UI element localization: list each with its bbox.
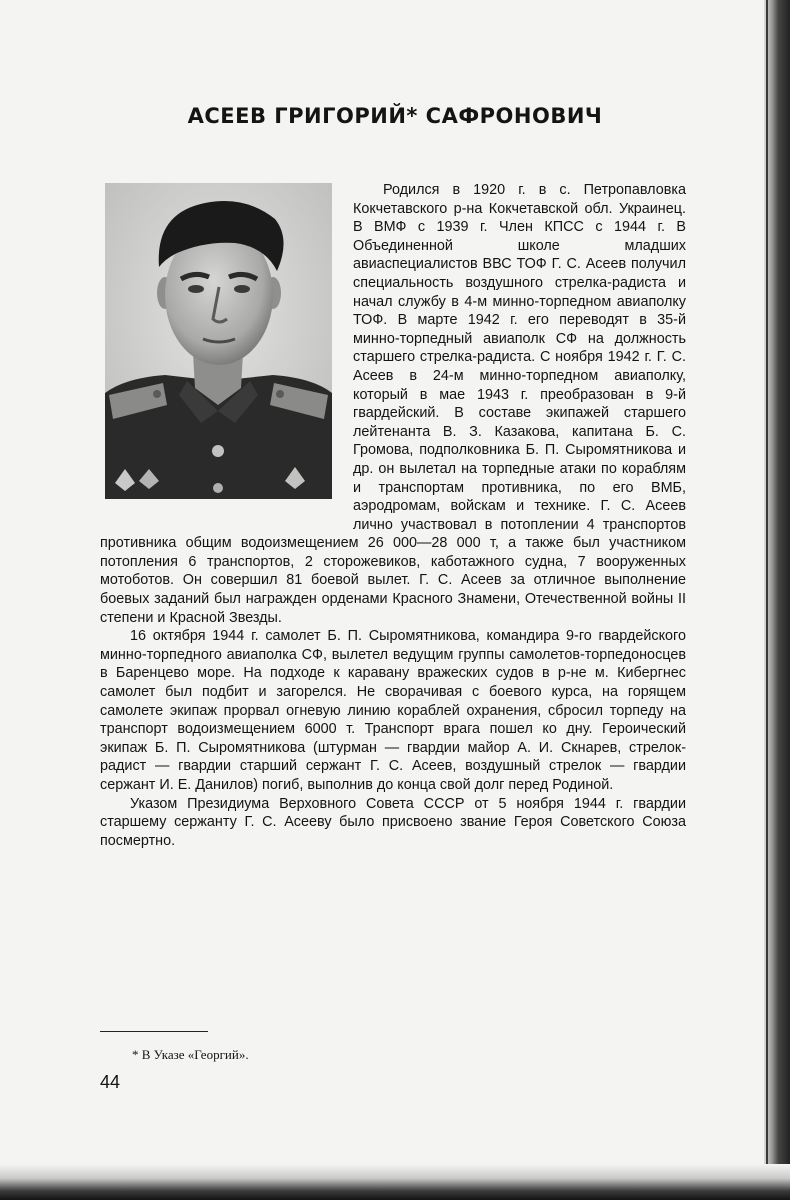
page-number: 44 (100, 1072, 121, 1092)
biography-paragraph-2: 16 октября 1944 г. самолет Б. П. Сыромятникова, командира 9-го гвардейского минно-торпедного авиаполка СФ, вылетел ведущим группы самолетов-торпедоносцев в Баренцево море. На подходе к каравану вражеских судов в р-не м. Кибергнес самолет был подбит и загорелся. Не сворачивая с боевого курса, на горящем самолете экипаж прорвал огневую линию кораблей охранения, сбросил торпеду на транспорт водоизмещением 6000 т. Транспорт врага пошел ко дну. Героический экипаж Б. П. Сыромятникова (штурман — гвардии майор А. И. Скнарев, стрелок-радист — гвардии старший сержант Г. С. Асеев, воздушный стрелок — гвардии сержант И. Е. Данилов) погиб, выполнив до конца свой долг перед Родиной. (100, 628, 686, 793)
biography-text (100, 181, 686, 850)
biography-paragraph-3: Указом Президиума Верховного Совета СССР от 5 ноября 1944 г. гвардии старшему сержанту Г. С. Асееву было присвоено звание Героя Советского Союза посмертно. (100, 795, 686, 849)
biography-paragraph-1: Родился в 1920 г. в с. Петропавловка Кокчетавского р-на Кокчетавской обл. Украинец. В ВМФ с 1939 г. Член КПСС с 1944 г. В Объединенной школе младших авиаспециалистов ВВС ТОФ Г. С. Асеев получил специальность воздушного стрелка-радиста и начал службу в 4-м минно-торпедном авиаполку ТОФ. В марте 1942 г. его переводят в 35-й минно-торпедный авиаполк СФ на должность старшего стрелка-радиста. С ноября 1942 г. Г. С. Асеев в 24-м минно-торпедном авиаполку, который в мае 1943 г. преобразован в 9-й гвардейский. В составе экипажей старшего лейтенанта В. З. Казакова, капитана Б. С. Громова, подполковника Б. П. Сыромятникова и др. он вылетал на торпедные атаки по кораблям и транспортам противника, по его ВМБ, аэродромам, войскам и технике. Г. С. Асеев лично участвовал в потоплении 4 транспортов противника общим водоизмещением 26 000—28 000 т, а также был участником потопления 6 транспортов, 2 сторожевиков, каботажного судна, 7 вооруженных мотоботов. Он совершил 81 боевой вылет. Г. С. Асеев за отличное выполнение боевых заданий был награжден орденами Красного Знамени, Отечественной войны II степени и Красной Звезды. (100, 182, 686, 626)
footnote-divider (100, 1031, 208, 1032)
footnote: * В Указе «Георгий». (132, 1047, 249, 1062)
page-title: АСЕЕВ ГРИГОРИЙ* САФРОНОВИЧ (187, 104, 603, 128)
photo-wrap-spacer (100, 181, 353, 521)
